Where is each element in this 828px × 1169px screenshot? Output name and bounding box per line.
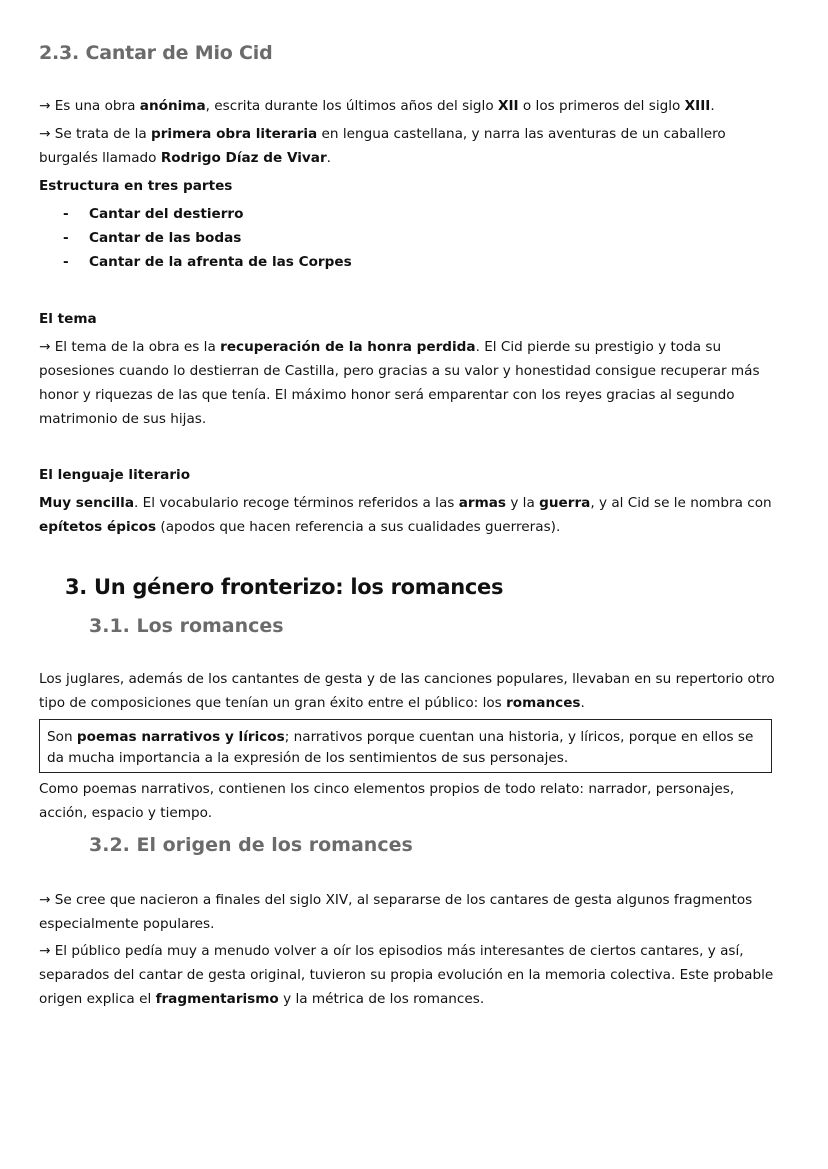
definition-text: Son poemas narrativos y líricos; narrativos porque cuentan una historia, y líricos, porque en ellos se da mucha importancia a la expresión de los sentimientos de sus personajes. bbox=[47, 729, 754, 766]
paragraph-tema: → El tema de la obra es la recuperación de la honra perdida. El Cid pierde su prestigio y toda su posesiones cuando lo destierran de Castilla, pero gracias a su valor y honestidad consigue recuperar más honor y riquezas de las que tenía. El máximo honor será emparentar con los reyes gracias al segundo matrimonio de sus hijas. bbox=[39, 339, 760, 427]
lenguaje-label: El lenguaje literario bbox=[39, 467, 191, 483]
estructura-label: Estructura en tres partes bbox=[39, 178, 233, 194]
paragraph-lenguaje: Muy sencilla. El vocabulario recoge términos referidos a las armas y la guerra, y al Cid se le nombra con epítetos épicos (apodos que hacen referencia a sus cualidades guerreras). bbox=[39, 495, 772, 535]
list-item: - Cantar de las bodas bbox=[63, 230, 242, 246]
estructura-list bbox=[63, 202, 352, 274]
paragraph-poemas-narrativos: Como poemas narrativos, contienen los cinco elementos propios de todo relato: narrador, personajes, acción, espacio y tiempo. bbox=[39, 781, 735, 821]
list-item: - Cantar de la afrenta de las Corpes bbox=[63, 254, 352, 270]
section-heading-2-3: 2.3. Cantar de Mio Cid bbox=[39, 42, 273, 64]
section-heading-3-2: 3.2. El origen de los romances bbox=[89, 834, 413, 856]
paragraph-anonima: → Es una obra anónima, escrita durante los últimos años del siglo XII o los primeros del siglo XIII. bbox=[39, 98, 715, 114]
tema-label: El tema bbox=[39, 311, 97, 327]
paragraph-juglares: Los juglares, además de los cantantes de gesta y de las canciones populares, llevaban en su repertorio otro tipo de composiciones que tenían un gran éxito entre el público: los romances. bbox=[39, 671, 775, 711]
list-item: - Cantar del destierro bbox=[63, 206, 244, 222]
section-heading-3: 3. Un género fronterizo: los romances bbox=[65, 575, 504, 599]
section-heading-3-1: 3.1. Los romances bbox=[89, 615, 284, 637]
definition-box bbox=[39, 719, 772, 773]
paragraph-primera-obra: → Se trata de la primera obra literaria en lengua castellana, y narra las aventuras de un caballero burgalés llamado Rodrigo Díaz de Vivar. bbox=[39, 126, 726, 166]
paragraph-origen-2: → El público pedía muy a menudo volver a oír los episodios más interesantes de ciertos cantares, y así, separados del cantar de gesta original, tuvieron su propia evolución en la memoria colectiva. Este probable origen explica el fragmentarismo y la métrica de los romances. bbox=[39, 943, 774, 1007]
paragraph-origen-1: → Se cree que nacieron a finales del siglo XIV, al separarse de los cantares de gesta algunos fragmentos especialmente populares. bbox=[39, 892, 753, 932]
